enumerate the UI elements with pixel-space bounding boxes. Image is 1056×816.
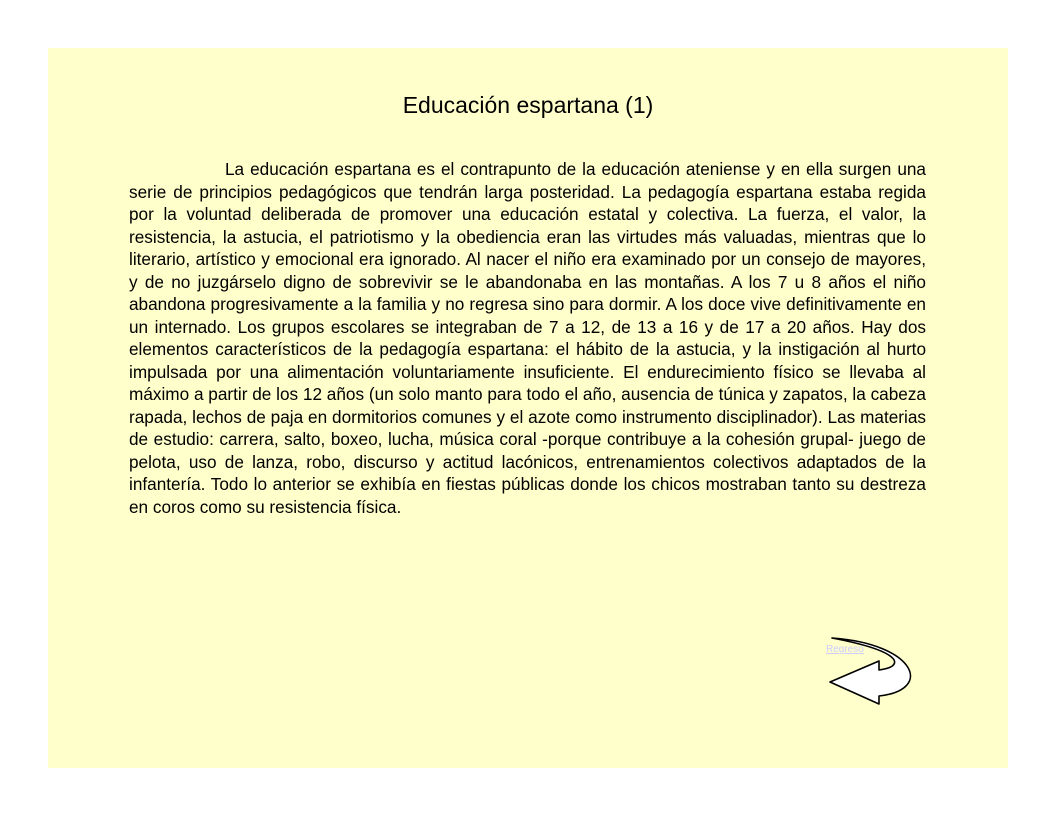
slide-body-text: La educación espartana es el contrapunto de la educación ateniense y en ella surgen una serie de principios pedagógicos que tendrán larga posteridad. La pedagogía espartana estaba regida por la voluntad deliberada de promover una educación estatal y colectiva. La fuerza, el valor, la resistencia, la astucia, el patriotismo y la obediencia eran las virtudes más valuadas, mientras que lo literario, artístico y emocional era ignorado. Al nacer el niño era examinado por un consejo de mayores, y de no juzgárselo digno de sobrevivir se le abandonaba en las montañas. A los 7 u 8 años el niño abandona progresivamente a la familia y no regresa sino para dormir. A los doce vive definitivamente en un internado. Los grupos escolares se integraban de 7 a 12, de 13 a 16 y de 17 a 20 años. Hay dos elementos característicos de la pedagogía espartana: el hábito de la astucia, y la instigación al hurto impulsada por una alimentación voluntariamente insuficiente. El endurecimiento físico se llevaba al máximo a partir de los 12 años (un solo manto para todo el año, ausencia de túnica y zapatos, la cabeza rapada, lechos de paja en dormitorios comunes y el azote como instrumento disciplinador). Las materias de estudio: carrera, salto, boxeo, lucha, música coral -porque contribuye a la cohesión grupal- juego de pelota, uso de lanza, robo, discurso y actitud lacónicos, entrenamientos colectivos adaptados de la infantería. Todo lo anterior se exhibía en fiestas públicas donde los chicos mostraban tanto su destreza en coros como su resistencia física. <box>129 159 926 517</box>
back-button[interactable] <box>824 632 928 732</box>
back-link-label[interactable]: Regreso <box>826 644 864 655</box>
slide-title: Educación espartana (1) <box>402 92 654 118</box>
slide <box>48 48 1008 768</box>
